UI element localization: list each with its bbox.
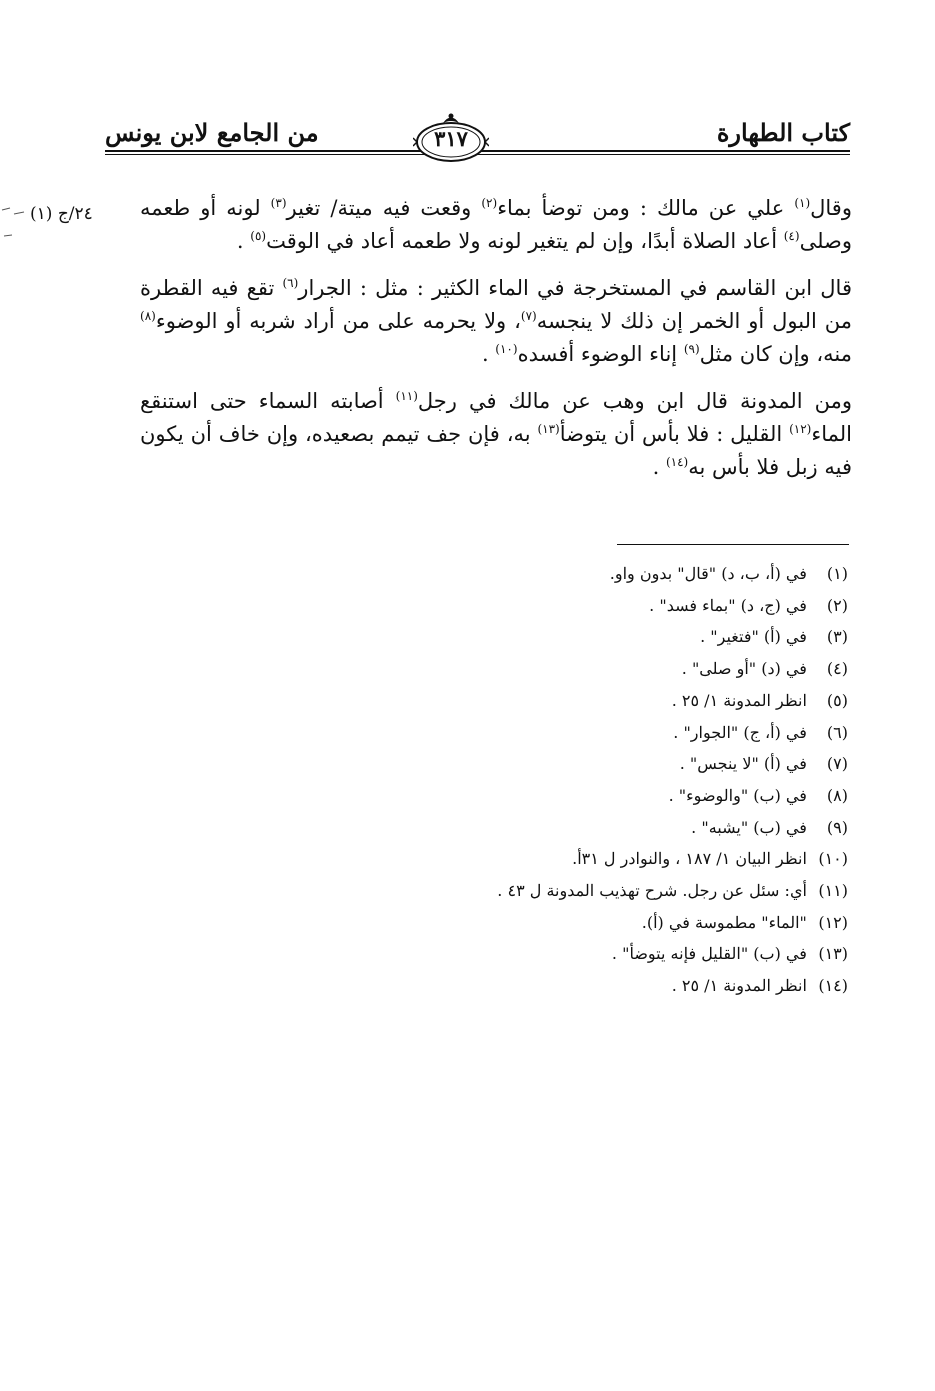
text-segment: . [481,342,496,366]
footnote-marker: (٨) [140,309,156,323]
footnote [300,621,848,653]
footnote [300,685,848,717]
footnote-marker: (٤) [783,229,800,243]
footnote [300,938,848,970]
footnote-marker: (١٠) [495,342,518,356]
paragraph-3 [140,385,852,484]
footnote [300,748,848,780]
footnote [300,812,848,844]
page-header [105,112,850,156]
text-segment: إناء الوضوء أفسده [517,342,684,366]
footnote-text: في (أ، ج) "الجوار" . [673,722,807,742]
footnote-text: في (ب) "والوضوء" . [668,785,807,805]
footnote-marker: (٣) [270,196,287,210]
footnote [300,970,848,1002]
footnote-marker: (١٤) [665,455,689,469]
footnote-text: في (أ) "فتغير" . [700,627,807,647]
footnote [300,907,848,939]
footnote [300,843,848,875]
text-segment: ، ولا يحرمه على من أراد شربه أو الوضوء [155,309,521,333]
footnote-text: في (د) "أو صلى" . [681,659,807,679]
footnote-number: (٦) [826,722,848,742]
footnote-number: (١٠) [818,849,848,869]
footnote-number: (٣) [826,627,848,647]
footnote [300,590,848,622]
footnote-number: (٤) [826,659,848,679]
margin-note: ٢٤/ج (١) [30,204,93,224]
footnote-number: (٢) [826,595,848,615]
footnote-number: (١١) [818,881,848,901]
footnote-marker: (٦) [282,276,299,290]
paragraph-2 [140,272,852,371]
footnote [300,717,848,749]
footnote-separator [617,544,849,545]
footnote-number: (٩) [826,817,848,837]
text-segment: وقعت فيه ميتة/ تغير [286,196,482,220]
footnote-number: (٧) [826,754,848,774]
footnote-number: (١٢) [818,912,848,932]
text-segment: القليل : فلا بأس أن يتوضأ [559,422,790,446]
footnote-text: في (ج، د) "بماء فسد" . [649,595,807,615]
text-segment: . [652,455,666,479]
footnote-number: (٥) [826,690,848,710]
footnote-text: انظر المدونة ١/ ٢٥ . [671,976,807,996]
book-title: كتاب الطهارة [716,118,850,147]
text-segment: علي عن مالك : ومن توضأ بماء [497,196,795,220]
footnote-number: (٨) [826,785,848,805]
text-segment: ومن المدونة قال ابن وهب عن مالك في رجل [417,389,852,413]
footnote-marker: (٥) [250,229,267,243]
footnote [300,558,848,590]
text-segment: تقع فيه القطرة من البول أو الخمر إن ذلك لا ينجسه [140,276,852,333]
page-number-ornament [413,112,489,164]
footnote-marker: (٩) [683,342,700,356]
text-segment: . [236,229,251,253]
footnote-text: أي: سئل عن رجل. شرح تهذيب المدونة ل ٤٣ . [497,881,807,901]
footnote-marker: (١١) [395,389,418,403]
text-segment: أصابته السماء حتى استنقع الماء [140,389,852,446]
work-title: من الجامع لابن يونس [105,118,319,147]
footnote-marker: (١٣) [537,422,560,436]
text-segment: به، فإن جف تيمم بصعيده، وإن خاف أن يكون فيه زبل فلا بأس به [140,422,852,479]
footnote-marker: (١) [794,196,811,210]
footnote-text: انظر المدونة ١/ ٢٥ . [671,690,807,710]
footnote-marker: (١٢) [789,422,812,436]
text-segment: أعاد الصلاة أبدًا، وإن لم يتغير لونه ولا طعمه أعاد في الوقت [266,229,784,253]
footnote-number: (١٤) [818,976,848,996]
footnote-number: (١) [826,564,848,583]
footnote-marker: (٧) [520,309,537,323]
margin-scribble-icon [0,200,30,240]
footnote-text: انظر البيان ١/ ١٨٧ ، والنوادر ل ٣١أ. [572,849,807,869]
footnote [300,780,848,812]
footnote-text: في (أ) "لا ينجس" . [679,754,807,774]
text-segment: قال ابن القاسم في المستخرجة في الماء الكثير : مثل : الجرار [298,276,852,300]
page-number: ٣١٧ [434,126,468,151]
paragraph-1 [140,192,852,258]
footnotes-list [300,558,848,1002]
footnote [300,875,848,907]
footnote-text: "الماء" مطموسة في (أ). [641,912,807,932]
text-segment: وقال [810,196,852,220]
text-segment: لونه أو طعمه وصلى [140,196,852,253]
main-text [140,192,852,498]
footnote [300,653,848,685]
footnote-text: في (ب) "القليل فإنه يتوضأ" . [611,944,807,964]
footnote-marker: (٢) [481,196,498,210]
footnote-text: في (أ، ب، د) "قال" بدون واو. [609,564,807,583]
footnote-text: في (ب) "يشبه" . [691,817,807,837]
text-segment: منه، وإن كان مثل [699,342,852,366]
footnote-number: (١٣) [818,944,848,964]
